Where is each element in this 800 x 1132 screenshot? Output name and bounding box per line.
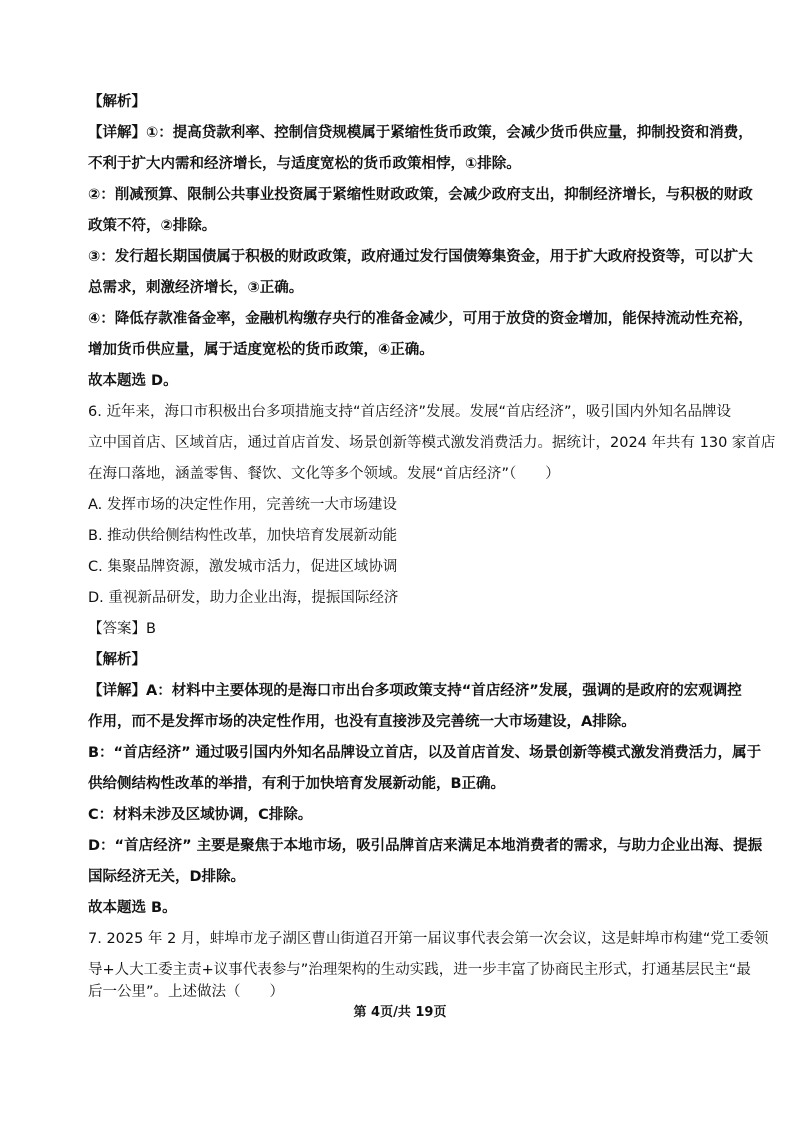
detail-line: ④：降低存款准备金率，金融机构缴存央行的准备金减少，可用于放贷的资金增加，能保持流动性充裕， [88, 311, 753, 327]
question-stem: 立中国首店、区域首店，通过首店首发、场景创新等模式激发消费活力。据统计，2024 年共有 130 家首店 [88, 435, 776, 451]
question-stem: 在海口落地，涵盖零售、餐饮、文化等多个领域。发展“首店经济”（ ） [88, 466, 560, 482]
option-b: B. 推动供给侧结构性改革，加快培育发展新动能 [88, 528, 398, 544]
detail-line: 政策不符，②排除。 [88, 218, 217, 234]
conclusion: 故本题选 D。 [88, 373, 178, 389]
page-number: 第 4页/共 19页 [353, 1005, 447, 1020]
analysis-tag: 【解析】 [88, 94, 146, 110]
detail-line: B：“首店经济” 通过吸引国内外知名品牌设立首店，以及首店首发、场景创新等模式激发消费活力，属于 [88, 745, 762, 761]
detail-line: 不利于扩大内需和经济增长，与适度宽松的货币政策相悖，①排除。 [88, 156, 521, 172]
detail-line: C：材料未涉及区域协调，C排除。 [88, 807, 313, 823]
answer: 【答案】B [88, 621, 156, 637]
option-d: D. 重视新品研发，助力企业出海，提振国际经济 [88, 590, 399, 606]
detail-line: 【详解】A：材料中主要体现的是海口市出台多项政策支持“首店经济”发展，强调的是政府的宏观调控 [88, 683, 742, 699]
question-stem: 7. 2025 年 2 月，蚌埠市龙子湖区曹山街道召开第一届议事代表会第一次会议，这是蚌埠市构建“党工委领 [88, 931, 769, 947]
detail-line: ③：发行超长期国债属于积极的财政政策，政府通过发行国债筹集资金，用于扩大政府投资等，可以扩大 [88, 249, 753, 265]
detail-line: 供给侧结构性改革的举措，有利于加快培育发展新动能，B正确。 [88, 776, 506, 792]
analysis-tag: 【解析】 [88, 652, 146, 668]
question-stem: 后一公里”。上述做法（ ） [88, 984, 285, 1000]
detail-line: 总需求，刺激经济增长，③正确。 [88, 280, 304, 296]
option-a: A. 发挥市场的决定性作用，完善统一大市场建设 [88, 497, 397, 513]
option-c: C. 集聚品牌资源，激发城市活力，促进区域协调 [88, 559, 398, 575]
detail-line: D：“首店经济” 主要是聚焦于本地市场，吸引品牌首店来满足本地消费者的需求，与助力企业出海、提振 [88, 838, 763, 854]
question-stem: 6. 近年来，海口市积极出台多项措施支持“首店经济”发展。发展“首店经济”，吸引国内外知名品牌设 [88, 404, 731, 420]
detail-line: 【详解】①：提高贷款利率、控制信贷规模属于紧缩性货币政策，会减少货币供应量，抑制投资和消费， [88, 125, 753, 141]
detail-line: 国际经济无关，D排除。 [88, 869, 246, 885]
detail-line: ②：削减预算、限制公共事业投资属于紧缩性财政政策，会减少政府支出，抑制经济增长，与积极的财政 [88, 187, 753, 203]
detail-line: 作用，而不是发挥市场的决定性作用，也没有直接涉及完善统一大市场建设，A排除。 [88, 714, 636, 730]
question-stem: 导+人大工委主责+议事代表参与”治理架构的生动实践，进一步丰富了协商民主形式，打通基层民主“最 [88, 962, 751, 978]
conclusion: 故本题选 B。 [88, 900, 177, 916]
detail-line: 增加货币供应量，属于适度宽松的货币政策，④正确。 [88, 342, 434, 358]
